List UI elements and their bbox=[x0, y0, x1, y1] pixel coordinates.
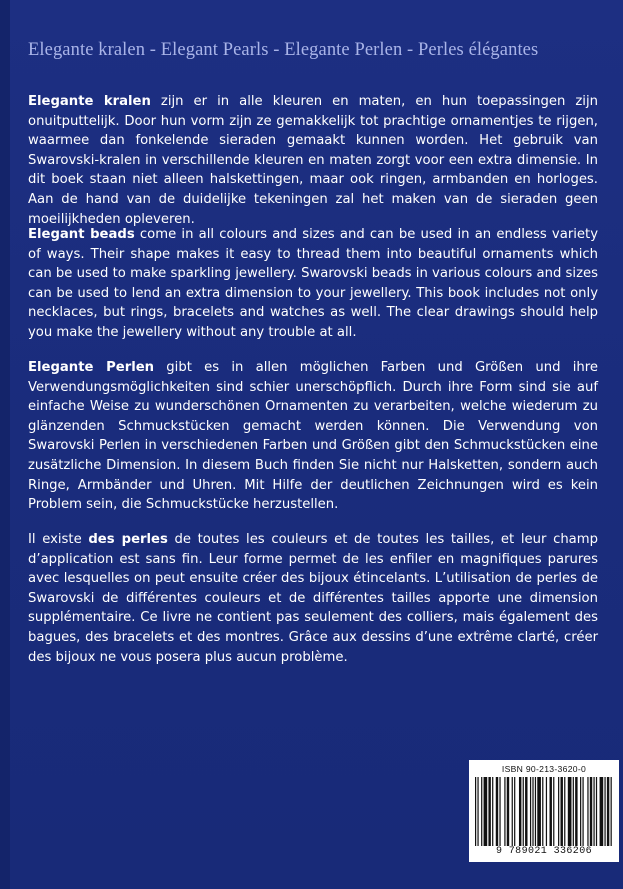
paragraph-dutch-lead: Elegante kralen bbox=[28, 94, 151, 109]
barcode-bar bbox=[499, 777, 500, 847]
barcode-bar bbox=[550, 777, 552, 847]
barcode-bar bbox=[523, 777, 524, 847]
barcode-label bbox=[469, 760, 619, 862]
paragraph-english-text: come in all colours and sizes and can be used in an endless variety of ways. Their shape makes it easy to thread them into beautiful ornaments which can be used to make sparkling jewellery. Swarovski beads in various colours and sizes can be used to lend an extra dimension to your jewellery. This book includes not only necklaces, but rings, bracelets and watches as well. The clear drawings should help you make the jewellery without any trouble at all. bbox=[28, 227, 598, 340]
barcode-bar bbox=[475, 777, 476, 847]
barcode-bar bbox=[580, 777, 581, 847]
spine-edge bbox=[0, 0, 10, 889]
paragraph-dutch bbox=[28, 92, 598, 229]
barcode-bar bbox=[604, 777, 605, 847]
barcode-bar bbox=[504, 777, 505, 847]
paragraph-english-lead: Elegant beads bbox=[28, 227, 135, 242]
barcode-bar bbox=[481, 777, 482, 847]
barcode-bar bbox=[542, 777, 543, 847]
barcode-bar bbox=[575, 777, 577, 847]
barcode-bar bbox=[546, 777, 547, 847]
barcode-bar bbox=[519, 777, 521, 847]
barcode-bar bbox=[535, 777, 536, 847]
barcode-bar bbox=[587, 777, 588, 847]
barcode-bar bbox=[564, 777, 565, 847]
barcode-bar bbox=[514, 777, 515, 847]
barcode-bar bbox=[525, 777, 527, 847]
barcode-bar bbox=[593, 777, 594, 847]
barcode-bar bbox=[582, 777, 583, 847]
barcode-bar bbox=[560, 777, 562, 847]
paragraph-english bbox=[28, 225, 598, 343]
barcode-bar bbox=[492, 777, 493, 847]
barcode-bar bbox=[484, 777, 488, 847]
barcode-bar bbox=[512, 777, 513, 847]
barcode-bar bbox=[488, 777, 490, 847]
barcode-bar bbox=[611, 777, 612, 847]
barcode-bar bbox=[596, 777, 597, 847]
barcode-bar bbox=[590, 777, 592, 847]
barcode-number: 9 789021 336206 bbox=[473, 846, 615, 857]
barcode-bar bbox=[532, 777, 533, 847]
barcode-bar bbox=[553, 777, 554, 847]
barcode-bar bbox=[530, 777, 531, 847]
paragraph-french bbox=[28, 530, 598, 667]
barcode-bar bbox=[573, 777, 574, 847]
barcode-bar bbox=[507, 777, 509, 847]
paragraph-dutch-text: zijn er in alle kleuren en maten, en hun toepassingen zijn onuitputtelijk. Door hun vorm zijn ze gemakkelijk tot prachtige ornamentjes te rijgen, waarmee dan fonkelende sieraden gemaakt kunnen worden. Het gebruik van Swarovski-kralen in verschillende kleuren en maten zorgt voor een extra dimensie. In dit boek staan niet alleen halskettingen, maar ook ringen, armbanden en horloges. Aan de hand van de duidelijke tekeningen zal het maken van de sieraden geen moeilijkheden opleveren. bbox=[28, 94, 598, 227]
barcode-bar bbox=[558, 777, 559, 847]
page-title: Elegante kralen - Elegant Pearls - Elegante Perlen - Perles élégantes bbox=[28, 40, 539, 60]
isbn-text: ISBN 90-213-3620-0 bbox=[501, 764, 587, 774]
paragraph-french-pre: Il existe bbox=[28, 532, 89, 547]
paragraph-german bbox=[28, 358, 598, 515]
barcode-bar bbox=[477, 777, 478, 847]
paragraph-french-lead: des perles bbox=[88, 532, 168, 547]
barcode-icon bbox=[475, 777, 613, 847]
barcode-bar bbox=[496, 777, 498, 847]
paragraph-german-lead: Elegante Perlen bbox=[28, 360, 155, 375]
barcode-bar bbox=[607, 777, 609, 847]
barcode-bar bbox=[568, 777, 572, 847]
paragraph-french-text: de toutes les couleurs et de toutes les tailles, et leur champ d’application est sans fin. Leur forme permet de les enfiler en magnifiques parures avec lesquelles on peut ensuite créer des bijoux étincelants. L’utilisation de perles de Swarovski de différentes couleurs et de différentes tailles apporte une dimension supplémentaire. Ce livre ne contient pas seulement des colliers, mais également des bagues, des bracelets et des montres. Grâce aux dessins d’une extrême clarté, créer des bijoux ne vous posera plus aucun problème. bbox=[28, 532, 598, 665]
paragraph-german-text: gibt es in allen möglichen Farben und Größen und ihre Verwendungsmöglichkeiten sind schier unerschöpflich. Durch ihre Form sind sie auf einfache Weise zu wunderschönen Ornamenten zu verarbeiten, welche wiederum zu glänzenden Schmuckstücken gemacht werden können. Die Verwendung von Swarovski Perlen in verschiedenen Farben und Größen gibt den Schmuckstücken eine zusätzliche Dimension. In diesem Buch finden Sie nicht nur Halsketten, sondern auch Ringe, Armbänder und Uhren. Mit Hilfe der deutlichen Zeichnungen wird es kein Problem sein, die Schmuckstücke herzustellen. bbox=[28, 360, 598, 513]
barcode-bar bbox=[537, 777, 541, 847]
barcode-bar bbox=[600, 777, 604, 847]
